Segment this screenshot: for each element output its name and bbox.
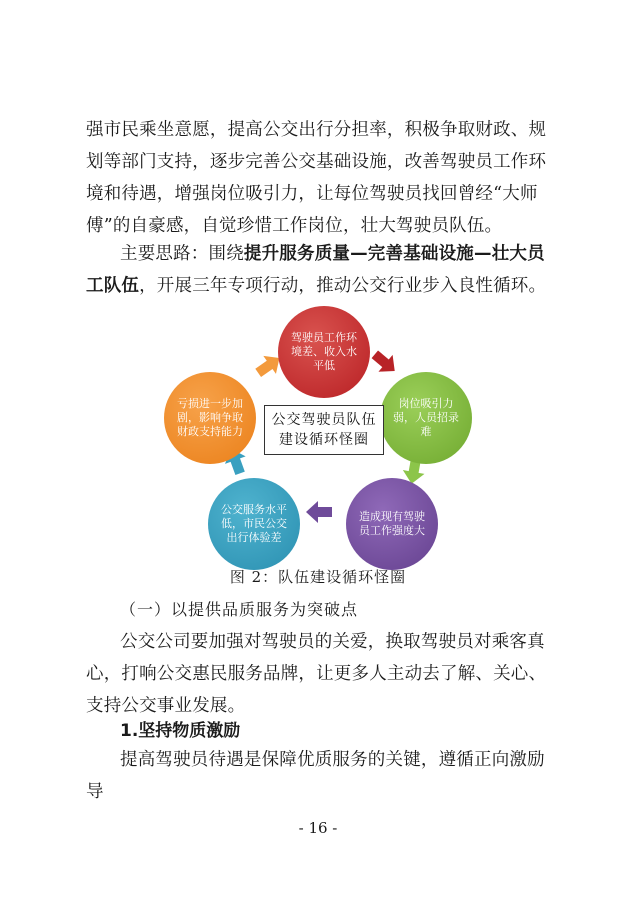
node-financial-loss: 亏损进一步加剧，影响争取财政支持能力 bbox=[164, 372, 256, 464]
arrow-purple-to-blue bbox=[306, 501, 332, 523]
subsection-heading: 1.坚持物质激励 bbox=[120, 721, 241, 741]
paragraph-2-bold: 提升服务质量—完善基础设施—壮大员工队伍 bbox=[86, 244, 545, 296]
paragraph-3 bbox=[86, 626, 556, 722]
arrow-red-to-green bbox=[368, 346, 402, 380]
paragraph-2 bbox=[86, 238, 556, 302]
node-work-environment: 驾驶员工作环境差、收入水平低 bbox=[278, 306, 370, 398]
node-service-level: 公交服务水平低，市民公交出行体验差 bbox=[208, 478, 300, 570]
node-recruitment: 岗位吸引力弱，人员招录难 bbox=[380, 372, 472, 464]
paragraph-3-text: 公交公司要加强对驾驶员的关爱，换取驾驶员对乘客真心，打响公交惠民服务品牌，让更多人主动去了解、关心、支持公交事业发展。 bbox=[86, 632, 547, 716]
center-line-1: 公交驾驶员队伍 bbox=[271, 412, 377, 428]
paragraph-2-prefix: 主要思路：围绕 bbox=[120, 244, 244, 264]
section-heading: （一）以提供品质服务为突破点 bbox=[120, 600, 359, 619]
node-work-intensity: 造成现有驾驶员工作强度大 bbox=[346, 478, 438, 570]
paragraph-4 bbox=[86, 744, 556, 808]
paragraph-2-suffix: ，开展三年专项行动，推动公交行业步入良性循环。 bbox=[139, 276, 547, 296]
diagram-center-label bbox=[264, 405, 384, 455]
paragraph-1: 强市民乘坐意愿，提高公交出行分担率，积极争取财政、规划等部门支持，逐步完善公交基础设施，改善驾驶员工作环境和待遇，增强岗位吸引力，让每位驾驶员找回曾经“大师傅”的自豪感，自觉珍惜工作岗位，壮大驾驶员队伍。 bbox=[86, 120, 547, 236]
cycle-diagram bbox=[160, 300, 470, 555]
center-line-2: 建设循环怪圈 bbox=[279, 432, 369, 448]
paragraph-4-text: 提高驾驶员待遇是保障优质服务的关键，遵循正向激励导 bbox=[86, 750, 545, 802]
page-number: - 16 - bbox=[298, 819, 338, 837]
figure-caption: 图 2：队伍建设循环怪圈 bbox=[229, 568, 407, 586]
